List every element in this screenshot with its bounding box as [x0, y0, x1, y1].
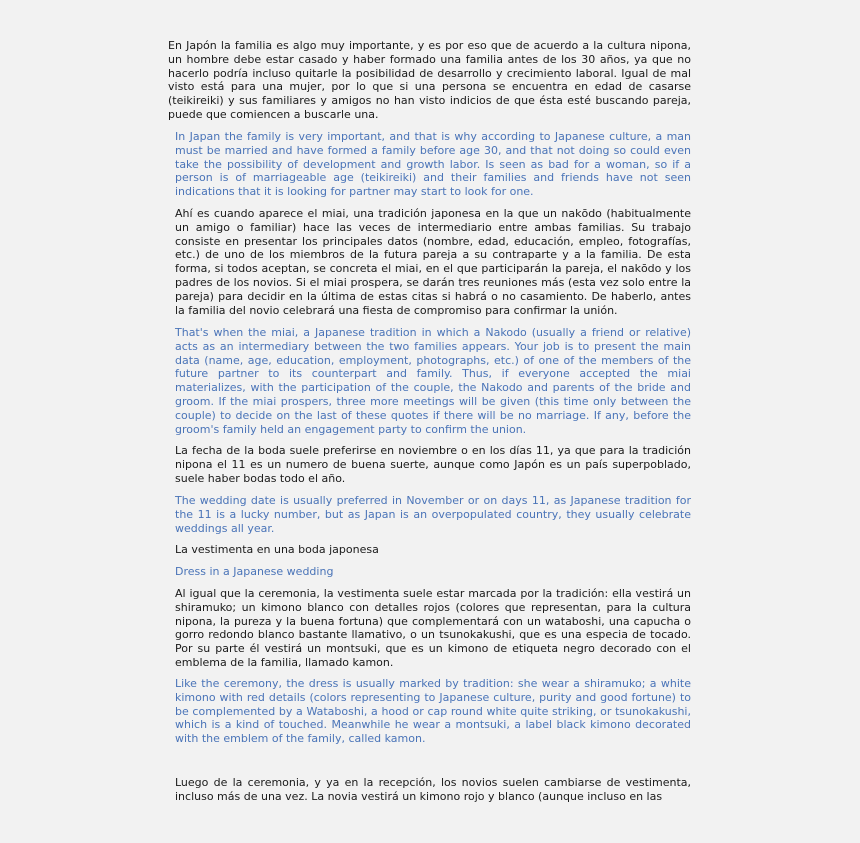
paragraph-es-family-importance: En Japón la familia es algo muy importante, y es por eso que de acuerdo a la cultura nipona, un hombre debe estar casado y haber formado una familia antes de los 30 años, ya que no hacerlo podría incluso quitarle la posibilidad de desarrollo y crecimiento laboral. Igual de mal visto está para una mujer, por lo que si una persona se encuentra en edad de casarse (teikireiki) y sus familiares y amigos no han visto indicios de que ésta esté buscando pareja, puede que comiencen a buscarle una.: [168, 39, 691, 121]
paragraph-es-wedding-date: La fecha de la boda suele preferirse en noviembre o en los días 11, ya que para la tradición nipona el 11 es un numero de buena suerte, aunque como Japón es un país superpoblado, suele haber bodas todo el año.: [175, 444, 691, 485]
heading-es-dress: La vestimenta en una boda japonesa: [175, 543, 379, 556]
paragraph-es-reception: Luego de la ceremonia, y ya en la recepción, los novios suelen cambiarse de vestimenta, incluso más de una vez. La novia vestirá un kimono rojo y blanco (aunque incluso en las: [175, 776, 691, 803]
paragraph-en-miai: That's when the miai, a Japanese tradition in which a Nakodo (usually a friend or relative) acts as an intermediary between the two families appears. Your job is to present the main data (name, age, education, employment, photographs, etc.) of one of the members of the future partner to its counterpart and family. Thus, if everyone accepted the miai materializes, with the participation of the couple, the Nakodo and parents of the bride and groom. If the miai prospers, three more meetings will be given (this time only between the couple) to decide on the last of these quotes if there will be no marriage. If any, before the groom's family held an engagement party to confirm the union.: [175, 326, 691, 436]
paragraph-en-wedding-date: The wedding date is usually preferred in November or on days 11, as Japanese tradition for the 11 is a lucky number, but as Japan is an overpopulated country, they usually celebrate weddings all year.: [175, 494, 691, 535]
paragraph-en-dress: Like the ceremony, the dress is usually marked by tradition: she wear a shiramuko; a white kimono with red details (colors representing to Japanese culture, purity and good fortune) to be complemented by a Wataboshi, a hood or cap round white quite striking, or tsunokakushi, which is a kind of touched. Meanwhile he wear a montsuki, a label black kimono decorated with the emblem of the family, called kamon.: [175, 677, 691, 746]
paragraph-es-dress: Al igual que la ceremonia, la vestimenta suele estar marcada por la tradición: ella vestirá un shiramuko; un kimono blanco con detalles rojos (colores que representan, para la cultura nipona, la pureza y la buena fortuna) que complementará con un wataboshi, una capucha o gorro redondo blanco bastante llamativo, o un tsunokakushi, que es una especia de tocado. Por su parte él vestirá un montsuki, que es un kimono de etiqueta negro decorado con el emblema de la familia, llamado kamon.: [175, 587, 691, 669]
paragraph-en-family-importance: In Japan the family is very important, and that is why according to Japanese culture, a man must be married and have formed a family before age 30, and that not doing so could even take the possibility of development and growth labor. Is seen as bad for a woman, so if a person is of marriageable age (teikireiki) and their families and friends have not seen indications that it is looking for partner may start to look for one.: [175, 130, 691, 199]
heading-en-dress: Dress in a Japanese wedding: [175, 565, 334, 578]
paragraph-es-miai: Ahí es cuando aparece el miai, una tradición japonesa en la que un nakōdo (habitualmente un amigo o familiar) hace las veces de intermediario entre ambas familias. Su trabajo consiste en presentar los principales datos (nombre, edad, educación, empleo, fotografías, etc.) de uno de los miembros de la futura pareja a su contraparte y a la familia. De esta forma, si todos aceptan, se concreta el miai, en el que participarán la pareja, el nakōdo y los padres de los novios. Si el miai prospera, se darán tres reuniones más (esta vez solo entre la pareja) para decidir en la última de estas citas si habrá o no casamiento. De haberlo, antes la familia del novio celebrará una fiesta de compromiso para confirmar la unión.: [175, 207, 691, 317]
